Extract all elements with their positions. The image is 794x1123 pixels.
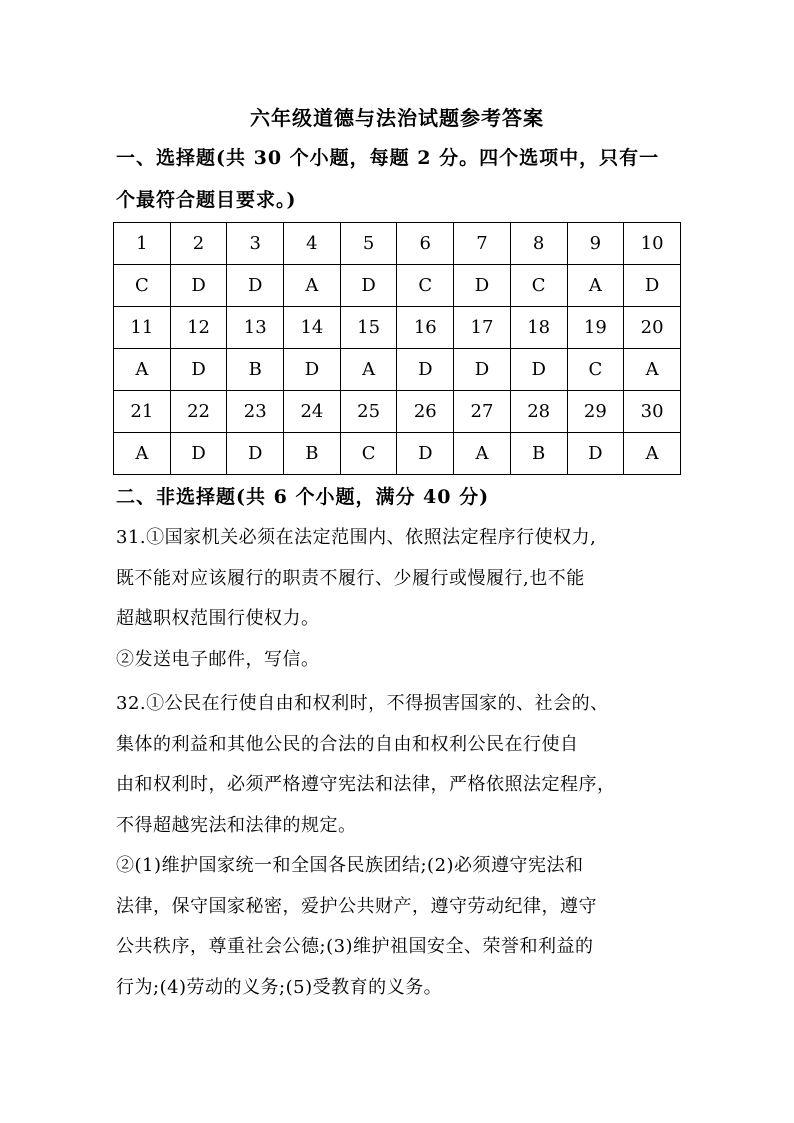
answer-letter-cell: D — [397, 349, 454, 391]
question-number-cell: 9 — [567, 223, 624, 265]
answer-letter-cell: D — [170, 349, 227, 391]
question-number-cell: 16 — [397, 307, 454, 349]
question-number-cell: 22 — [170, 391, 227, 433]
answer-letter-cell: D — [340, 265, 397, 307]
answer-letter-cell: D — [454, 265, 511, 307]
answer-letter-cell: D — [454, 349, 511, 391]
question-number-cell: 11 — [114, 307, 171, 349]
question-number-cell: 12 — [170, 307, 227, 349]
question-number-cell: 29 — [567, 391, 624, 433]
section2-heading: 二、非选择题(共 6 个小题，满分 40 分) — [116, 486, 490, 508]
q32-line: 32.①公民在行使自由和权利时，不得损害国家的、社会的、 — [116, 693, 609, 714]
question-number-cell: 18 — [510, 307, 567, 349]
question-number-cell: 2 — [170, 223, 227, 265]
q32-part2-line: 行为;(4)劳动的义务;(5)受教育的义务。 — [116, 976, 443, 998]
answer-letter-row — [114, 433, 681, 475]
question-number-cell: 30 — [624, 391, 681, 433]
question-number-cell: 5 — [340, 223, 397, 265]
answer-letter-cell: B — [227, 349, 284, 391]
question-number-cell: 7 — [454, 223, 511, 265]
page-title: 六年级道德与法治试题参考答案 — [250, 106, 544, 130]
q31-line: 超越职权范围行使权力。 — [116, 608, 320, 629]
answer-letter-cell: A — [340, 349, 397, 391]
section1-heading-line2: 个最符合题目要求。) — [116, 189, 297, 211]
q31-line: 31.①国家机关必须在法定范围内、依照法定程序行使权力, — [116, 527, 597, 548]
answer-letter-row — [114, 265, 681, 307]
answer-letter-cell: D — [624, 265, 681, 307]
question-number-cell: 20 — [624, 307, 681, 349]
question-number-cell: 26 — [397, 391, 454, 433]
q32-line: 由和权利时，必须严格遵守宪法和法律，严格依照法定程序， — [116, 774, 616, 795]
question-number-cell: 13 — [227, 307, 284, 349]
question-number-cell: 19 — [567, 307, 624, 349]
question-number-cell: 6 — [397, 223, 454, 265]
answer-letter-cell: A — [624, 349, 681, 391]
answer-letter-cell: A — [114, 433, 171, 475]
answer-letter-cell: D — [397, 433, 454, 475]
question-number-cell: 24 — [284, 391, 341, 433]
q31-part2: ②发送电子邮件，写信。 — [116, 648, 320, 670]
question-number-cell: 27 — [454, 391, 511, 433]
q32-line: 集体的利益和其他公民的合法的自由和权利公民在行使自 — [116, 733, 579, 755]
q31-answer — [116, 518, 682, 680]
question-number-cell: 8 — [510, 223, 567, 265]
answer-letter-cell: D — [227, 265, 284, 307]
answer-letter-cell: D — [170, 433, 227, 475]
question-number-row — [114, 307, 681, 349]
answer-letter-cell: D — [510, 349, 567, 391]
answer-letter-cell: A — [284, 265, 341, 307]
answer-letter-cell: C — [567, 349, 624, 391]
answer-letter-cell: D — [170, 265, 227, 307]
q32-part2-line: 公共秩序，尊重社会公德;(3)维护祖国安全、荣誉和利益的 — [116, 936, 594, 957]
question-number-cell: 28 — [510, 391, 567, 433]
question-number-cell: 25 — [340, 391, 397, 433]
answer-letter-cell: D — [284, 349, 341, 391]
answer-letter-cell: C — [340, 433, 397, 475]
question-number-cell: 10 — [624, 223, 681, 265]
q32-line: 不得超越宪法和法律的规定。 — [116, 814, 357, 836]
question-number-cell: 15 — [340, 307, 397, 349]
section1-heading-line1: 一、选择题(共 30 个小题，每题 2 分。四个选项中，只有一 — [116, 147, 660, 169]
answer-letter-cell: C — [114, 265, 171, 307]
answer-letter-cell: D — [227, 433, 284, 475]
answer-letter-cell: A — [567, 265, 624, 307]
question-number-row — [114, 391, 681, 433]
answer-letter-cell: C — [397, 265, 454, 307]
question-number-cell: 14 — [284, 307, 341, 349]
question-number-cell: 4 — [284, 223, 341, 265]
answer-letter-cell: B — [284, 433, 341, 475]
answer-letter-cell: A — [454, 433, 511, 475]
answer-letter-cell: A — [624, 433, 681, 475]
answer-letter-cell: A — [114, 349, 171, 391]
q32-answer — [116, 684, 682, 1008]
question-number-cell: 1 — [114, 223, 171, 265]
answer-letter-cell: B — [510, 433, 567, 475]
question-number-cell: 3 — [227, 223, 284, 265]
question-number-cell: 21 — [114, 391, 171, 433]
q32-part2-line: 法律，保守国家秘密，爱护公共财产，遵守劳动纪律，遵守 — [116, 895, 597, 917]
question-number-cell: 23 — [227, 391, 284, 433]
q31-line: 既不能对应该履行的职责不履行、少履行或慢履行,也不能 — [116, 567, 585, 589]
q32-part2-line: ②(1)维护国家统一和全国各民族团结;(2)必须遵守宪法和 — [116, 855, 584, 876]
answer-table — [113, 222, 681, 475]
answer-letter-cell: D — [567, 433, 624, 475]
answer-letter-cell: C — [510, 265, 567, 307]
answer-letter-row — [114, 349, 681, 391]
question-number-row — [114, 223, 681, 265]
question-number-cell: 17 — [454, 307, 511, 349]
